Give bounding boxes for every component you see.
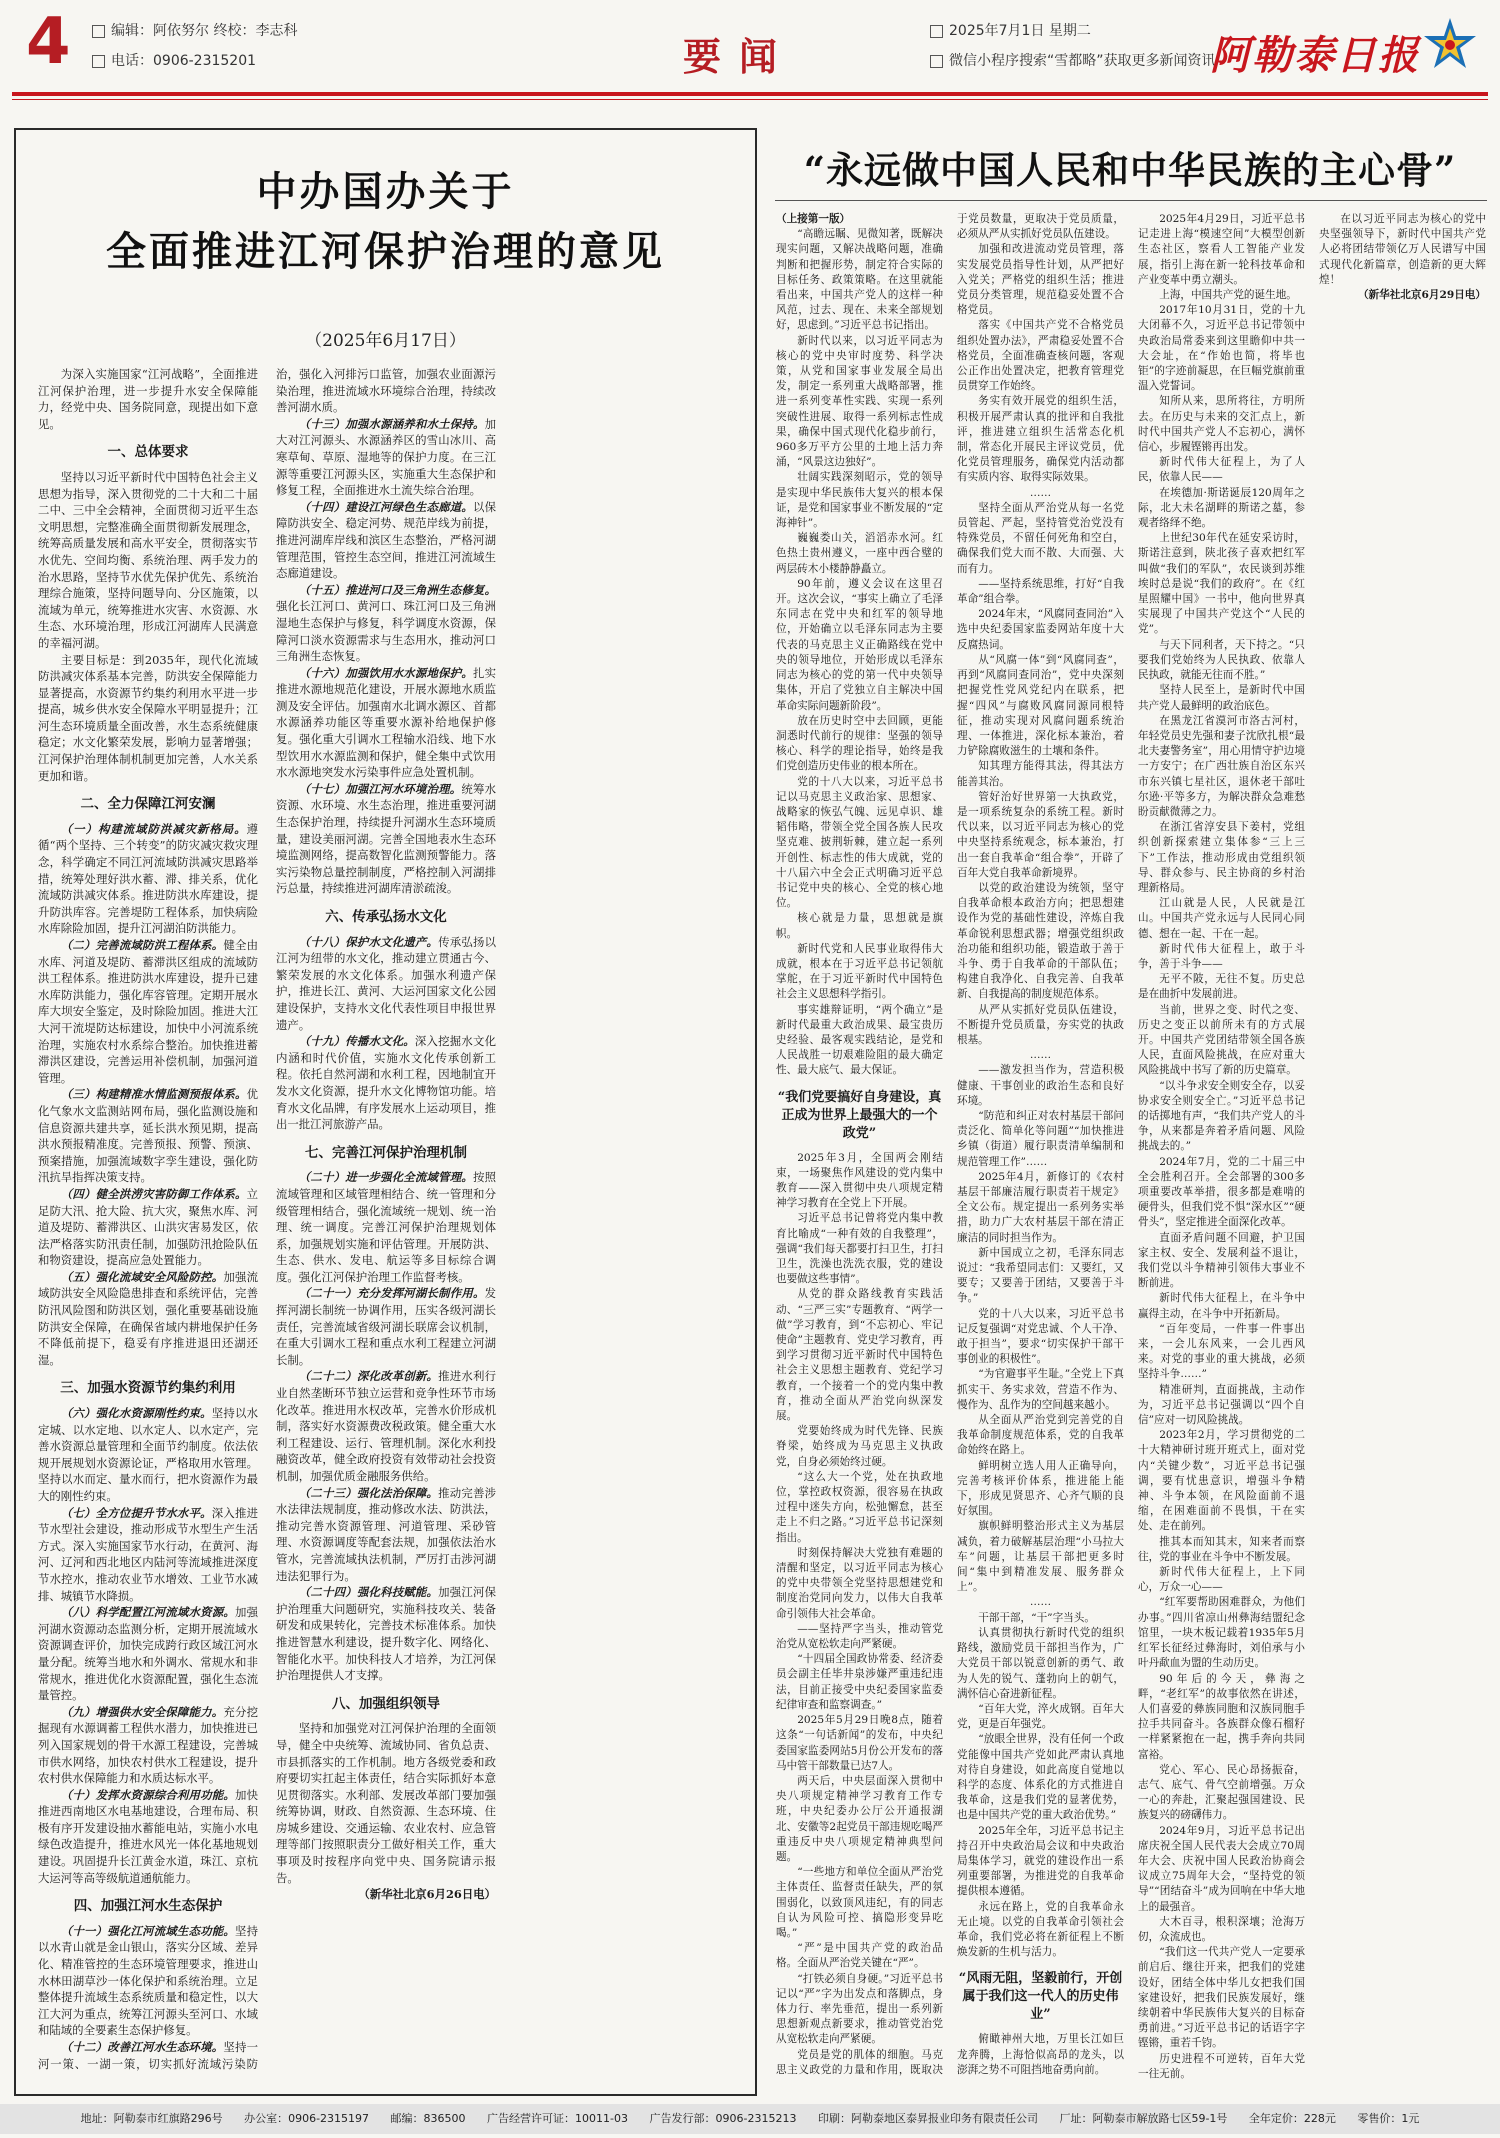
paragraph-lead: （二十三）强化法治保障。 — [298, 1485, 439, 1500]
paragraph-text: 加强江河保护治理重大问题研究，实施科技攻关、装备研发和成果转化，完善技术标准体系。加快推进智慧水利建设，提升数字化、网络化、智能化水平。加快科技人才培养，为江河保护治理提供人才支撑。 — [276, 1585, 496, 1683]
footer-postcode: 邮编：836500 — [390, 2112, 466, 2125]
paragraph: 习近平总书记曾将党内集中教育比喻成“一种有效的自我整理”，强调“我们每天都要打扫卫生，打扫卫生，洗澡也洗洗衣服，党的建设也要做这些事情”。 — [776, 1212, 943, 1286]
paragraph: 永远在路上，党的自我革命永无止境。以党的自我革命引领社会革命，我们党必将在新征程上不断焕发新的生机与活力。 — [957, 1900, 1124, 1959]
paragraph-text: 深入推进节水型社会建设，推动形成节水型生产生活方式。深入实施国家节水行动，在黄河、海河、辽河和西北地区内陆河等流域推进深度节水控水，推动农业节水增效、工业节水减排、城镇节水降损。 — [38, 1505, 258, 1603]
header-rule-thin — [12, 99, 1488, 100]
paragraph-text: 遵循“两个坚持、三个转变”的防灾减灾救灾理念，科学确定不同江河流域防洪减灾思路举措，统筹处理好洪水蓄、滞、排关系，优化流域防洪减灾体系。推进防洪水库建设，提升防洪库容。完善堤防工程体系，加快病险水库除险加固，提升江河湖泊防洪能力。 — [38, 821, 258, 936]
article-source: （新华社北京6月29日电） — [1357, 289, 1486, 302]
paragraph-text: 以保障防洪安全、稳定河势、规范岸线为前提，推进河湖库岸线和滨区生态整治，严格河湖管理范围，管控生态空间，推进江河流域生态廊道建设。 — [276, 499, 496, 581]
paragraph: 2025年5月29日晚8点，随着这条“一句话新闻”的发布，中央纪委国家监委网站5月份公开发布的落马中管干部数量已达7人。 — [776, 1714, 943, 1772]
paragraph — [276, 1584, 496, 1684]
footer-office: 办公室：0906-2315197 — [244, 2112, 370, 2125]
paragraph-text: 加强流域防洪安全风险隐患排查和系统评估，完善防汛风险图和防洪区划，强化重要基础设施防洪安全保障，在确保省域内耕地保护任务不降低前提下，稳妥有序推进退田还湖还湿。 — [38, 1269, 258, 1367]
paragraph-text: 坚持以水定城、以水定地、以水定人、以水定产，完善水资源总量管理和全面节约制度。依法依规开展规划水资源论证，严格取用水管理。坚持以水而定、量水而行，把水资源作为最大的刚性约束。 — [38, 1406, 258, 1503]
paragraph-text: 推动完善涉水法律法规制度，推动修改水法、防洪法，推动完善水资源管理、河道管理、采砂管理、水资源调度等配套法规，加强依法治水管水，完善流域执法机制，严厉打击涉河湖违法犯罪行为。 — [276, 1485, 496, 1583]
paragraph: “十四届全国政协常委、经济委员会副主任毕井泉涉嫌严重违纪违法，目前正接受中央纪委国家监委纪律审查和监察调查。” — [776, 1653, 943, 1711]
paragraph: 当前，世界之变、时代之变、历史之变正以前所未有的方式展开。中国共产党团结带领全国各族人民，直面风险挑战，在应对重大风险挑战中书写了新的历史篇章。 — [1138, 1003, 1305, 1077]
paragraph: 新时代伟大征程上，在斗争中赢得主动，在斗争中开拓新局。 — [1138, 1292, 1305, 1320]
paragraph: 党的十八大以来，习近平总书记以马克思主义政治家、思想家、战略家的恢弘气魄、远见卓识、雄韬伟略，带领全党全国各族人民攻坚克难、披荆斩棘，建立起一系列开创性、标志性的伟大成就，党的十八届六中全会正式明确习近平总书记党中央的核心、全党的核心地位。 — [776, 775, 943, 910]
footer-ad-license: 广告经营许可证：10011-03 — [487, 2112, 628, 2125]
paragraph: 事实雄辩证明，“两个确立”是新时代最重大政治成果、最宝贵历史经验、最客观实践结论，是党和人民战胜一切艰难险阻的最大确定性、最大底气、最大保证。 — [776, 1003, 943, 1077]
paragraph: “我们这一代共产党人一定要承前启后、继往开来，把我们的党建设好，团结全体中华儿女把我们国家建设好，把我们民族发展好，继续朝着中华民族伟大复兴的目标奋勇前进。”习近平总书记的话语字字铿锵，重若千钧。 — [1138, 1946, 1305, 2050]
square-icon — [92, 25, 105, 38]
paragraph-lead: （八）科学配置江河流域水资源。 — [60, 1605, 235, 1620]
paragraph-lead: （九）增强供水安全保障能力。 — [60, 1704, 224, 1719]
footer-ad-phone: 广告发行部：0906-2315213 — [649, 2112, 797, 2125]
paragraph-text: 立足防大汛、抢大险、抗大灾，聚焦水库、河道及堤防、蓄滞洪区、山洪灾害易发区，依法严格落实防汛责任制，加强防汛抢险队伍和物资建设，提高应急处置能力。 — [38, 1186, 258, 1268]
paragraph-lead: （二十一）充分发挥河湖长制作用。 — [298, 1286, 485, 1301]
paragraph: 以党的政治建设为统领，坚守自我革命根本政治方向；把思想建设作为党的基础性建设，淬炼自我革命锐利思想武器；增强党组织政治功能和组织功能，锻造敢于善于斗争、勇于自我革命的干部队伍；构建自我净化、自我完善、自我革新、自我提高的制度规范体系。 — [957, 881, 1124, 1001]
paragraph: 上世纪30年代在延安采访时，斯诺注意到，陕北孩子喜欢把红军叫做“我们的军队”，农民谈到苏维埃时总是说“我们的政府”。在《红星照耀中国》一书中，他向世界真实展现了中国共产党这个“人民的党”。 — [1138, 532, 1305, 636]
paragraph: 管好治好世界第一大执政党，是一项系统复杂的系统工程。新时代以来，以习近平同志为核心的党中央坚持系统观念，标本兼治，打出一套自我革命“组合拳”，开辟了百年大党自我革命新境界。 — [957, 790, 1124, 879]
paragraph-lead: （十六）加强饮用水水源地保护。 — [298, 665, 473, 680]
paragraph: “高瞻远瞩、见微知著，既解决现实问题，又解决战略问题，准确判断和把握形势，制定符合实际的目标任务、政策策略。在这里就能看出来，中国共产党人的这样一种风范，过去、现在、未来全部规划好，思虑到。”习近平总书记指出。 — [776, 228, 943, 332]
paragraph: “红军要帮助困难群众，为他们办事。”四川省凉山州彝海结盟纪念馆里，一块木板记载着1935年5月红军长征经过彝海时，刘伯承与小叶丹歃血为盟的生动历史。 — [1138, 1596, 1305, 1670]
left-title-line2: 全面推进江河保护治理的意见 — [106, 228, 665, 275]
paragraph-text: 统筹水资源、水环境、水生态治理，推进重要河湖生态保护治理，持续提升河湖水生态环境质量，建设美丽河湖。完善全国地表水生态环境监测网络，提高数智化监测预警能力。落实污染物总量控制制度，严格控制入河湖排污总量，持续推进河湖库清淤疏浚。 — [276, 781, 496, 896]
footer-retail: 零售价：1元 — [1357, 2112, 1420, 2125]
paragraph-text: 加强河湖水资源动态监测分析，定期开展流域水资源调查评价，加快完成跨行政区域江河水量分配。统筹当地水和外调水、常规水和非常规水，推进优化水资源配置，强化生态流量管控。 — [38, 1605, 258, 1703]
paragraph — [276, 582, 496, 665]
paragraph — [276, 1485, 496, 1585]
paragraph: ——激发担当作为，营造积极健康、干事创业的政治生态和良好环境。 — [957, 1064, 1124, 1107]
paragraph: 精准研判，直面挑战，主动作为，习近平总书记强调以“四个自信”应对一切风险挑战。 — [1138, 1383, 1305, 1427]
paragraph: 直面矛盾问题不回避，护卫国家主权、安全、发展利益不退让，我们党以斗争精神引领伟大事业不断前进。 — [1138, 1231, 1305, 1290]
paragraph — [276, 416, 496, 499]
paragraph: 2025年全年，习近平总书记主持召开中央政治局会议和中央政治局集体学习，就党的建设作出一系列重要部署，为推进党的自我革命提供根本遵循。 — [957, 1824, 1124, 1898]
right-article-title: “永远做中国人民和中华民族的主心骨” — [803, 148, 1457, 192]
paragraph: 大木百寻，根积深壤；沧海万仞，众流成也。 — [1138, 1915, 1305, 1943]
paragraph-text: 强化长江河口、黄河口、珠江河口及三角洲湿地生态保护与修复，科学调度水资源，保障河口淡水资源需求与生态用水，推动河口三角洲生态恢复。 — [276, 599, 496, 664]
paragraph — [38, 1923, 258, 2039]
paragraph-lead: （二十四）强化科技赋能。 — [298, 1585, 439, 1600]
paragraph: 坚持和加强党对江河保护治理的全面领导，健全中央统筹、流域协同、省负总责、市县抓落实的工作机制。地方各级党委和政府要切实扛起主体责任，结合实际抓好本意见贯彻落实。水利部、发展改革部门要加强统筹协调，财政、自然资源、生态环境、住房城乡建设、交通运输、农业农村、应急管理等部门按照职责分工做好相关工作，重大事项及时按程序向党中央、国务院请示报告。 — [276, 1721, 496, 1885]
paragraph: 新时代党和人民事业取得伟大成就，根本在于习近平总书记领航掌舵，在于习近平新时代中国特色社会主义思想科学指引。 — [776, 942, 943, 1001]
subheading: “我们党要搞好自身建设，真正成为世界上最强大的一个政党” — [777, 1089, 942, 1141]
paragraph: 从严从实抓好党员队伍建设，不断提升党员质量，夯实党的执政根基。 — [957, 1003, 1124, 1046]
paragraph: “百年大党，淬火成钢。百年大党，更是百年强党。 — [957, 1702, 1124, 1731]
subheading: 三、加强水资源节约集约利用 — [60, 1380, 236, 1397]
footer-factory: 厂址：阿勒泰市解放路七区59-1号 — [1059, 2112, 1228, 2125]
paragraph — [38, 1086, 258, 1186]
ellipsis: …… — [1029, 1596, 1052, 1609]
article-source: （新华社北京6月26日电） — [358, 1887, 496, 1902]
paragraph-lead: （十五）推进河口及三角洲生态修复。 — [298, 582, 496, 597]
paragraph: 90年后的今天，彝海之畔，“老红军”的故事依然在讲述，人们喜爱的彝族同胞和汉族同胞手拉手共同奋斗。各族群众像石榴籽一样紧紧抱在一起，携手奔向共同富裕。 — [1138, 1672, 1305, 1761]
paragraph-text: 传承弘扬以江河为纽带的水文化，推动建立贯通古今、繁荣发展的水文化体系。加强水利遗产保护，推进长江、黄河、大运河国家文化公园建设保护，支持水文化代表性项目申报世界遗产。 — [276, 934, 496, 1032]
square-icon — [92, 55, 105, 68]
header-right-info — [930, 16, 1216, 76]
paragraph: 在黑龙江省漠河市洛古河村，年轻党员史先强和妻子沈欣扎根“最北夫妻警务室”，用心用情守护边境一方安宁；在广西壮族自治区东兴市东兴镇七星社区，退休老干部吐尔逊·平等多方，为解决群众急难愁盼贡献微薄之力。 — [1138, 714, 1305, 818]
left-article-title — [16, 162, 755, 282]
square-icon — [930, 55, 943, 68]
paragraph: 放在历史时空中去回顾，更能洞悉时代前行的规律：坚强的领导核心、科学的理论指导，始终是我们党创造历史伟业的根本所在。 — [776, 714, 943, 773]
ellipsis: …… — [1029, 486, 1052, 499]
paragraph: 认真贯彻执行新时代党的组织路线，激励党员干部担当作为，广大党员干部以锐意创新的勇气、敢为人先的锐气、蓬勃向上的朝气，满怀信心奋进新征程。 — [957, 1626, 1124, 1700]
paragraph — [38, 1269, 258, 1369]
paragraph — [276, 1368, 496, 1484]
paragraph-text: 充分挖掘现有水源调蓄工程供水潜力，加快推进已列入国家规划的骨干水源工程建设，完善城市供水网络，加快农村供水工程建设，提升农村供水保障能力和水质达标水平。 — [38, 1704, 258, 1786]
paragraph: 在埃德加·斯诺诞辰120周年之际，北大未名湖畔的斯诺之墓，参观者络绎不绝。 — [1138, 486, 1305, 530]
paragraph-lead: （四）健全洪涝灾害防御工作体系。 — [60, 1186, 247, 1201]
paragraph: 坚持全面从严治党从每一名党员管起、严起，坚持管党治党没有特殊党员，不留任何死角和空白，确保我们党大而不散、大而强、大而有力。 — [957, 501, 1124, 575]
paragraph-lead: （七）全方位提升节水水平。 — [60, 1505, 212, 1520]
paragraph: 90年前，遵义会议在这里召开。这次会议，“事实上确立了毛泽东同志在党中央和红军的领导地位，开始确立以毛泽东同志为主要代表的马克思主义正确路线在党中央的领导地位，开始形成以毛泽东同志为核心的党的第一代中央领导集体，开启了党独立自主解决中国革命实际问题新阶段”。 — [776, 577, 943, 712]
subheading: 八、加强组织领导 — [332, 1695, 440, 1712]
paragraph: 干部干部，“干”字当头。 — [978, 1611, 1095, 1624]
paragraph-text: 推进水利行业自然垄断环节独立运营和竞争性环节市场化改革。推进用水权改革，完善水价形成机制，落实好水资源费改税政策。健全重大水利工程建设、运行、管理机制。深化水利投融资改革，健全政府投资有效带动社会投资机制，加强优质金融服务供给。 — [276, 1369, 496, 1483]
subheading: 二、全力保障江河安澜 — [80, 796, 216, 813]
paragraph: 无平不陂，无往不复。历史总是在曲折中发展前进。 — [1138, 973, 1305, 1001]
square-icon — [930, 25, 943, 38]
paragraph: 新中国成立之初，毛泽东同志说过：“我希望同志们：又要红，又要专；又要善于团结，又要善于斗争。” — [957, 1246, 1124, 1305]
paragraph: 历史进程不可逆转，百年大党一往无前。 — [1138, 2052, 1305, 2080]
paragraph — [276, 934, 496, 1034]
paragraph: “百年变局，一件事一件事出来，一会儿东风来，一会儿西风来。对党的事业的重大挑战，必须坚持斗争……” — [1138, 1322, 1305, 1381]
paragraph: 新时代以来，以习近平同志为核心的党中央审时度势、科学决策，从党和国家事业发展全局出发，制定一系列重大战略部署，推进一系列变革性实践、实现一系列突破性进展、取得一系列标志性成果，确保中国式现代化稳步前行，960多万平方公里的土地上活力奔涌，“风景这边独好”。 — [776, 334, 943, 469]
paragraph — [38, 1505, 258, 1605]
newspaper-name: 阿勒泰日报 — [1210, 32, 1420, 79]
paragraph — [38, 1704, 258, 1787]
right-article-body — [776, 212, 1486, 2084]
paragraph-text: 健全由水库、河道及堤防、蓄滞洪区组成的流域防洪工程体系。推进防洪水库建设，提升已建水库防洪能力，强化库容管理。定期开展水库大坝安全鉴定，及时除险加固。推进大江大河干流堤防达标建设，加快中小河流系统治理，实施农村水系综合整治。加快推进蓄滞洪区建设，完善运用补偿机制，加强河道管理。 — [38, 938, 258, 1085]
paragraph: “放眼全世界，没有任何一个政党能像中国共产党如此严肃认真地对待自身建设，如此高度自觉地以科学的态度、体系化的方式推进自我革命，这是我们党的显著优势，也是中国共产党的重大政治优势。” — [957, 1733, 1124, 1822]
phone: 电话：0906-2315201 — [111, 53, 257, 69]
paragraph: 新时代伟大征程上，为了人民，依靠人民—— — [1138, 456, 1305, 484]
editor-info — [92, 16, 297, 76]
section-name: 要闻 — [683, 34, 796, 79]
left-article — [14, 128, 757, 2096]
editors: 编辑：阿依努尔 终校：李志科 — [111, 23, 298, 39]
header-rule — [12, 92, 1488, 96]
subheading: 一、总体要求 — [107, 444, 189, 461]
paragraph: 2025年4月，新修订的《农村基层干部廉洁履行职责若干规定》全文公布。规定提出一系列务实举措，助力广大农村基层干部在清正廉洁的同时担当作为。 — [957, 1170, 1124, 1244]
paragraph-lead: （十二）改善江河水生态环境。 — [60, 2040, 224, 2054]
paragraph — [38, 1787, 258, 1887]
paragraph-lead: （十三）加强水源涵养和水土保持。 — [298, 416, 485, 431]
paragraph-lead: （三）构建精准水情监测预报体系。 — [60, 1087, 247, 1102]
paragraph — [276, 1169, 496, 1285]
paragraph: 知所从来，思所将往，方明所去。在历史与未来的交汇点上，新时代中国共产党人不忘初心，满怀信心，步履铿锵再出发。 — [1138, 395, 1305, 454]
paragraph: 知其理方能得其法，得其法方能善其治。 — [957, 760, 1124, 788]
paragraph: 2025年3月，全国两会刚结束，一场聚焦作风建设的党内集中教育——深入贯彻中央八项规定精神学习教育在全党上下开展。 — [776, 1151, 943, 1210]
paragraph: “一些地方和单位全面从严治党主体责任、监督责任缺失，严的氛围弱化，以致顶风违纪，有的同志自认为风险可控、搞隐形变异吃喝。” — [776, 1866, 943, 1939]
paragraph-text: 坚持以水青山就是金山银山，落实分区域、差异化、精准管控的生态环境管理要求，推进山水林田湖草沙一体化保护和系统治理。立足整体提升流域生态系统质量和稳定性，以大江大河为重点，统筹江河源头至河口、水域和陆域的全要素生态保护修复。 — [38, 1923, 258, 2038]
issue-date: 2025年7月1日 星期二 — [949, 23, 1091, 39]
footer-printer: 印刷：阿勒泰地区泰昇报业印务有限责任公司 — [817, 2112, 1038, 2125]
paragraph-lead: （十四）建设江河绿色生态廊道。 — [298, 499, 473, 514]
subheading: 六、传承弘扬水文化 — [325, 909, 447, 925]
paragraph: 坚持以习近平新时代中国特色社会主义思想为指导，深入贯彻党的二十大和二十届二中、三中全会精神，全面贯彻习近平生态文明思想，完整准确全面贯彻新发展理念，统筹高质量发展和高水平安全，贯彻落实节水优先、空间均衡、系统治理、两手发力的治水思路，坚持节水优先保护优先、系统治理综合施策，坚持问题导向、分区施策，以流域为单元，统筹推进水灾害、水资源、水生态、水环境治理，形成江河湖库人民满意的幸福河湖。 — [38, 469, 258, 650]
paragraph — [276, 1033, 496, 1133]
paragraph: 巍巍娄山关，滔滔赤水河。红色热土贵州遵义，一座中西合璧的两层砖木小楼静静矗立。 — [776, 532, 943, 575]
subheading: 七、完善江河保护治理机制 — [305, 1144, 467, 1161]
paragraph: 在浙江省淳安县下姜村，党组织创新探索建立集体参“三上三下”工作法，推动形成由党组织领导、群众参与、民主协商的乡村治理新格局。 — [1138, 821, 1305, 894]
left-article-body — [38, 366, 734, 2086]
paragraph-text: 优化气象水文监测站网布局，强化监测设施和信息资源共建共享，延长洪水预见期，提高洪水预报精准度。完善预报、预警、预演、预案措施，加强流域数字孪生建设，强化防汛抗旱指挥决策支持。 — [38, 1087, 258, 1185]
newspaper-logo-icon — [1418, 14, 1482, 78]
paragraph-text: 加大对江河源头、水源涵养区的雪山冰川、高寒草甸、草原、湿地等的保护力度。在三江源等重要江河源头区，实施重大生态保护和修复工程，全面推进水土流失综合治理。 — [276, 416, 496, 498]
paragraph: 2024年7月，党的二十届三中全会胜利召开。全会部署的300多项重要改革举措，很多都是难啃的硬骨头，但我们党不惧“深水区”“硬骨头”，坚定推进全面深化改革。 — [1138, 1155, 1305, 1229]
paragraph: 在以习近平同志为核心的党中央坚强领导下，新时代中国共产党人必将团结带领亿万人民谱写中国式现代化新篇章，创造新的更大辉煌！ — [1319, 213, 1486, 286]
wechat-notice: 微信小程序搜索“雪都略”获取更多新闻资讯 — [949, 53, 1216, 69]
paragraph: 上海，中国共产党的诞生地。 — [1159, 289, 1297, 302]
paragraph-lead: （二十二）深化改革创新。 — [298, 1369, 439, 1384]
paragraph: ——坚持系统思维，打好“自我革命”组合拳。 — [957, 577, 1124, 606]
paragraph-lead: （十七）加强江河水环境治理。 — [298, 781, 462, 796]
paragraph: 从党的群众路线教育实践活动、“三严三实”专题教育、“两学一做”学习教育，到“不忘初心、牢记使命”主题教育、党史学习教育，再到学习贯彻习近平新时代中国特色社会主义思想主题教育、党纪学习教育，一个接着一个的党内集中教育，推动全面从严治党向纵深发展。 — [776, 1288, 943, 1423]
footer-price: 全年定价：228元 — [1248, 2112, 1336, 2125]
continued-marker: （上接第一版） — [776, 213, 851, 225]
paragraph: 主要目标是：到2035年，现代化流域防洪减灾体系基本完善，防洪安全保障能力显著提高，水资源节约集约利用水平进一步提高，城乡供水安全保障水平明显提升；江河生态环境质量全面改善，水生态系统健康稳定；水文化繁荣发展，影响力显著增强；江河保护治理体制机制更加完善，人水关系更加和谐。 — [38, 652, 258, 783]
paragraph: 时刻保持解决大党独有难题的清醒和坚定，以习近平同志为核心的党中央带领全党坚持思想建党和制度治党同向发力，以伟大自我革命引领伟大社会革命。 — [776, 1546, 943, 1620]
paragraph: 党要始终成为时代先锋、民族脊梁，始终成为马克思主义执政党，自身必须始终过硬。 — [776, 1425, 943, 1468]
paragraph: 党员是党的肌体的细胞。马克思主义政党的力量和作用，既取决于党员数量，更取决于党员质量，必须从严从实抓好党员队伍建设。 — [776, 213, 1124, 2076]
paragraph: “为官避事平生耻。”全党上下真抓实干、务实求效，营造不作为、慢作为、乱作为的空间越来越小。 — [957, 1368, 1124, 1411]
paragraph: 务实有效开展党的组织生活，积极开展严肃认真的批评和自我批评，推进建立组织生活常态化机制，常态化开展民主评议党员，优化党员管理服务，确保党内活动都有实质内容、取得实际效果。 — [957, 395, 1124, 484]
paragraph: 党的十八大以来，习近平总书记反复强调“对党忠诚、个人干净、敢于担当”，要求“切实保护干部干事创业的积极性”。 — [957, 1307, 1124, 1366]
paragraph-text: 按照流域管理和区域管理相结合、统一管理和分级管理相结合，强化流域统一规划、统一治理、统一调度。完善江河保护治理规划体系，加强规划实施和评估管理。开展防洪、生态、供水、发电、航运等多目标综合调度。强化江河保护治理工作监督考核。 — [276, 1170, 496, 1284]
subheading: “风雨无阻，坚毅前行，开创属于我们这一代人的历史伟业” — [958, 1971, 1123, 2023]
title-rule — [775, 200, 1487, 201]
paragraph — [38, 937, 258, 1086]
paragraph: 从全面从严治党到完善党的自我革命制度规范体系，党的自我革命始终在路上。 — [957, 1414, 1124, 1457]
paragraph-text: 坚持一河一策、一湖一策，切实抓好流域污染防治，强化入河排污口监管，加强农业面源污染治理，推进流域水环境综合治理，持续改善河湖水质。 — [38, 367, 496, 2071]
paragraph: “打铁必须自身硬。”习近平总书记以“严”字为出发点和落脚点，身体力行、率先垂范，提出一系列新思想新观点新要求，推动管党治党从宽松软走向严紧硬。 — [776, 1972, 943, 2046]
paragraph-lead: （五）强化流域安全风险防控。 — [60, 1269, 224, 1284]
paragraph — [38, 1604, 258, 1704]
paragraph-lead: （二）完善流域防洪工程体系。 — [60, 938, 224, 952]
paragraph: 2025年4月29日，习近平总书记走进上海“模速空间”大模型创新生态社区，察看人工智能产业发展，指引上海在新一轮科技革命和产业变革中勇立潮头。 — [1138, 213, 1305, 286]
paragraph-lead: （十一）强化江河流域生态功能。 — [60, 1923, 235, 1938]
paragraph: 两天后，中央层面深入贯彻中央八项规定精神学习教育工作专班，中央纪委办公厅公开通报湖北、安徽等2起党员干部违规吃喝严重违反中央八项规定精神典型问题。 — [776, 1774, 943, 1863]
paragraph — [38, 1405, 258, 1505]
paragraph: 党心、军心、民心昂扬振奋，志气、底气、骨气空前增强。万众一心的奔赴，汇聚起强国建设、民族复兴的磅礴伟力。 — [1138, 1763, 1305, 1822]
paragraph-text: 扎实推进水源地规范化建设，开展水源地水质监测及安全评估。加强南水北调水源区、首都水源涵养功能区等重要水源补给地保护修复。强化重大引调水工程输水沿线、地下水型饮用水水源监测和保护，健全集中式饮用水水源地突发水污染事件应急处置机制。 — [276, 665, 496, 780]
paragraph — [276, 499, 496, 582]
paragraph-lead: （十）发挥水资源综合利用功能。 — [60, 1787, 235, 1802]
subheading: 四、加强江河水生态保护 — [73, 1898, 223, 1915]
paragraph: 落实《中国共产党不合格党员组织处置办法》，严肃稳妥处置不合格党员，全面准确查核问题，客观公正作出处置决定，把教育管理党员贯穿工作始终。 — [957, 319, 1124, 393]
paragraph: 从“风腐一体”到“风腐同查”，再到“风腐同查同治”，党中央深刻把握党性党风党纪内在联系，把握“四风”与腐败风腐同源同根特征，推动实现对风腐问题系统治理、一体推进，深化标本兼治，着力铲除腐败滋生的土壤和条件。 — [957, 653, 1124, 758]
paragraph-text: 发挥河湖长制统一协调作用，压实各级河湖长责任，完善流域省级河湖长联席会议机制，在重大引调水工程和重点水利工程建立河湖长制。 — [276, 1286, 496, 1367]
paragraph: 加强和改进流动党员管理，落实发展党员指导性计划，从严把好入党关；严格党的组织生活；推进党员分类管理，规范稳妥处置不合格党员。 — [957, 243, 1124, 317]
footer-address: 地址：阿勒泰市红旗路296号 — [80, 2112, 223, 2125]
paragraph: 2017年10月31日，党的十九大闭幕不久，习近平总书记带领中央政治局常委来到这里瞻仰中共一大会址，在“作始也简，将毕也钜”的字迹前凝思，在巨幅党旗前重温入党誓词。 — [1138, 304, 1305, 393]
paragraph — [276, 665, 496, 781]
paragraph-lead: （六）强化水资源刚性约束。 — [60, 1406, 212, 1421]
ellipsis: …… — [1029, 1049, 1052, 1062]
paragraph: “以斗争求安全则安全存，以妥协求安全则安全亡。”习近平总书记的话掷地有声，“我们共产党人的斗争，从来都是奔着矛盾问题、风险挑战去的。” — [1138, 1079, 1305, 1153]
masthead — [0, 0, 1500, 100]
paragraph-lead: （十八）保护水文化遗产。 — [298, 934, 439, 949]
paragraph: 俯瞰神州大地，万里长江如巨龙奔腾，上海恰似高昂的龙头，以澎湃之势不可阻挡地奋勇向前。 — [957, 2033, 1124, 2076]
paragraph: “严”是中国共产党的政治品格。全面从严治党关键在“严”。 — [776, 1942, 943, 1970]
paragraph: 新时代伟大征程上，上下同心，万众一心—— — [1138, 1566, 1305, 1594]
paragraph: 为深入实施国家“江河战略”，全面推进江河保护治理，进一步提升水安全保障能力，经党中央、国务院同意，现提出如下意见。 — [38, 367, 258, 431]
paragraph — [38, 1186, 258, 1269]
page-number: 4 — [26, 5, 71, 79]
paragraph-lead: （十九）传播水文化。 — [298, 1034, 415, 1049]
paragraph: 鲜明树立选人用人正确导向，完善考核评价体系，推进能上能下，形成见贤思齐、心齐气顺的良好氛围。 — [957, 1459, 1124, 1518]
paragraph: 壮阔实践深刻昭示，党的领导是实现中华民族伟大复兴的根本保证，是党和国家事业不断发展的“定海神针”。 — [776, 471, 943, 530]
paragraph: 坚持人民至上，是新时代中国共产党人最鲜明的政治底色。 — [1138, 684, 1305, 712]
paragraph: “防范和纠正对农村基层干部问责泛化、简单化等问题”“加快推进乡镇（街道）履行职责清单编制和规范管理工作”…… — [957, 1109, 1124, 1168]
paragraph-lead: （二十）进一步强化全流域管理。 — [298, 1170, 473, 1185]
paragraph — [38, 821, 258, 937]
footer — [0, 2104, 1500, 2134]
paragraph: 2024年9月，习近平总书记出席庆祝全国人民代表大会成立70周年大会、庆祝中国人民政治协商会议成立75周年大会，“坚持党的领导”“团结奋斗”成为回响在中华大地上的最强音。 — [1138, 1824, 1305, 1913]
paragraph: 新时代伟大征程上，敢于斗争，善于斗争—— — [1138, 942, 1305, 970]
paragraph — [276, 1285, 496, 1368]
left-title-line1: 中办国办关于 — [256, 168, 515, 215]
paragraph-lead: （一）构建流域防洪减灾新格局。 — [60, 821, 247, 836]
paragraph-text: 深入挖掘水文化内涵和时代价值，实施水文化传承创新工程。依托自然河湖和水利工程，因地制宜开发水文化资源，提升水文化博物馆功能。培育水文化品牌，有序发展水上运动项目，推出一批江河旅游产品。 — [276, 1034, 496, 1132]
paragraph: 旗帜鲜明整治形式主义为基层减负，着力破解基层治理“小马拉大车”问题，让基层干部把更多时间“集中到精准发展、服务群众上”。 — [957, 1520, 1124, 1594]
paragraph: 2023年2月，学习贯彻党的二十大精神研讨班开班式上，面对党内“关键少数”，习近平总书记强调，要有忧患意识，增强斗争精神、斗争本领，在风险面前不退缩，在困难面前不畏惧，干在实处、走在前列。 — [1138, 1429, 1305, 1533]
paragraph: 核心就是力量，思想就是旗帜。 — [776, 912, 943, 940]
paragraph: 与天下同利者，天下持之。“只要我们党始终为人民执政、依靠人民执政，就能无往而不胜。” — [1138, 638, 1305, 682]
paragraph: 江山就是人民，人民就是江山。中国共产党永远与人民同心同德、想在一起、干在一起。 — [1138, 897, 1305, 940]
paragraph: ——坚持严字当头，推动管党治党从宽松软走向严紧硬。 — [776, 1622, 943, 1651]
paragraph: 2024年末，“风腐同查同治”入选中央纪委国家监委网站年度十大反腐热词。 — [957, 608, 1124, 651]
paragraph: “这么大一个党，处在执政地位，掌控政权资源，很容易在执政过程中迷失方向，松弛懈怠，甚至走上不归之路。”习近平总书记深刻指出。 — [776, 1470, 943, 1544]
paragraph: 推其本而知其末，知来者而察往，党的事业在斗争中不断发展。 — [1138, 1535, 1305, 1563]
paragraph-text: 加快推进西南地区水电基地建设，合理布局、积极有序开发建设抽水蓄能电站，实施小水电绿色改造提升，推进水风光一体化基地规划建设。巩固提升长江黄金水道，珠江、京杭大运河等高等级航道通航能力。 — [38, 1787, 258, 1885]
left-article-date: （2025年6月17日） — [305, 331, 466, 351]
paragraph — [276, 781, 496, 897]
